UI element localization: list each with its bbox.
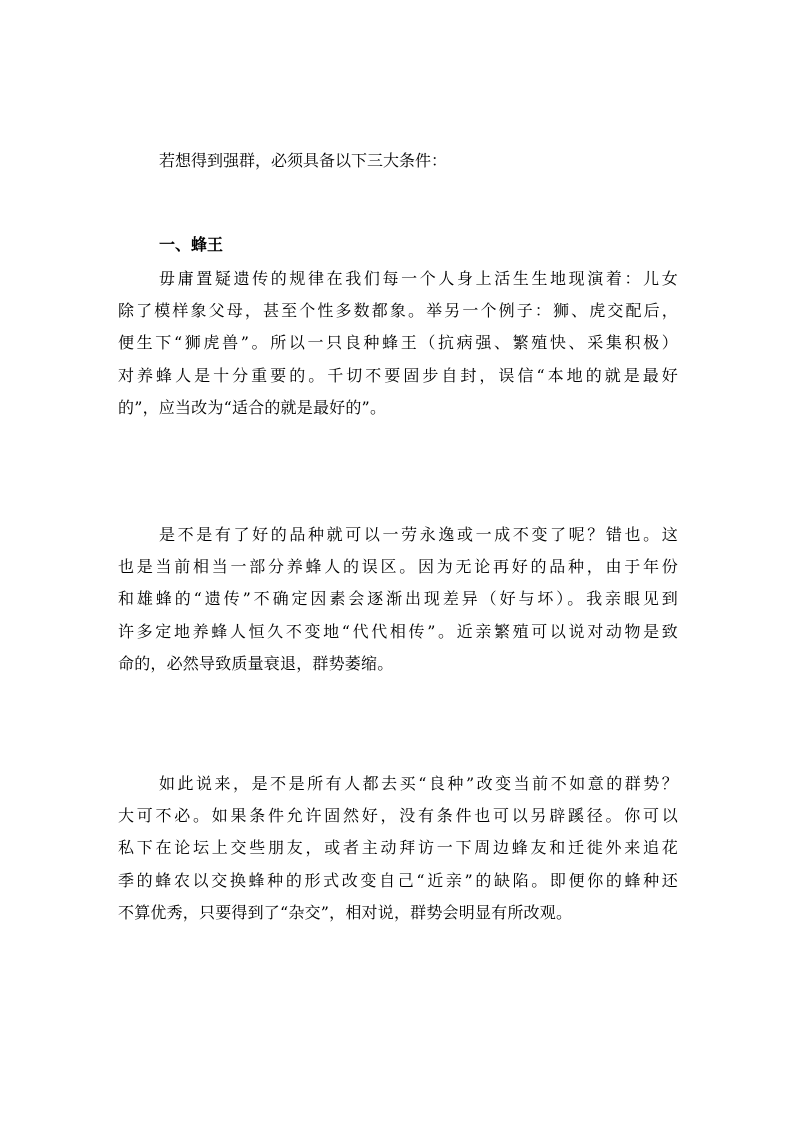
paragraph-line: 的”，应当改为“适合的就是最好的”。 (118, 397, 387, 417)
section-heading: 一、蜂王 (159, 235, 224, 254)
paragraph-line: 大可不必。如果条件允许固然好，没有条件也可以另辟蹊径。你可以 (118, 806, 678, 826)
paragraph-line: 私下在论坛上交些朋友，或者主动拜访一下周边蜂友和迁徙外来追花 (118, 838, 678, 858)
paragraph-line: 许多定地养蜂人恒久不变地“代代相传”。近亲繁殖可以说对动物是致 (118, 621, 678, 641)
paragraph-line: 除了模样象父母，甚至个性多数都象。举另一个例子：狮、虎交配后， (118, 301, 678, 321)
paragraph-line: 不算优秀，只要得到了“杂交”，相对说，群势会明显有所改观。 (118, 902, 573, 922)
paragraph-queen-genetics (118, 263, 678, 424)
paragraph-line: 命的，必然导致质量衰退，群势萎缩。 (118, 653, 394, 673)
paragraph-line: 和雄蜂的“遗传”不确定因素会逐渐出现差异（好与坏）。我亲眼见到 (118, 589, 678, 609)
paragraph-line: 是不是有了好的品种就可以一劳永逸或一成不变了呢？错也。这 (159, 525, 678, 544)
paragraph-line: 也是当前相当一部分养蜂人的误区。因为无论再好的品种，由于年份 (118, 557, 678, 577)
paragraph-line: 如此说来，是不是所有人都去买“良种”改变当前不如意的群势？ (159, 774, 678, 793)
paragraph-exchange (118, 768, 678, 929)
paragraph-line: 毋庸置疑遗传的规律在我们每一个人身上活生生地现演着：儿女 (159, 269, 678, 288)
intro-text: 若想得到强群，必须具备以下三大条件： (159, 151, 448, 170)
paragraph-line: 对养蜂人是十分重要的。千切不要固步自封，误信“本地的就是最好 (118, 365, 678, 385)
paragraph-inbreeding (118, 519, 678, 680)
paragraph-line: 季的蜂农以交换蜂种的形式改变自己“近亲”的缺陷。即便你的蜂种还 (118, 870, 678, 890)
paragraph-line: 便生下“狮虎兽”。所以一只良种蜂王（抗病强、繁殖快、采集积极） (118, 333, 678, 353)
